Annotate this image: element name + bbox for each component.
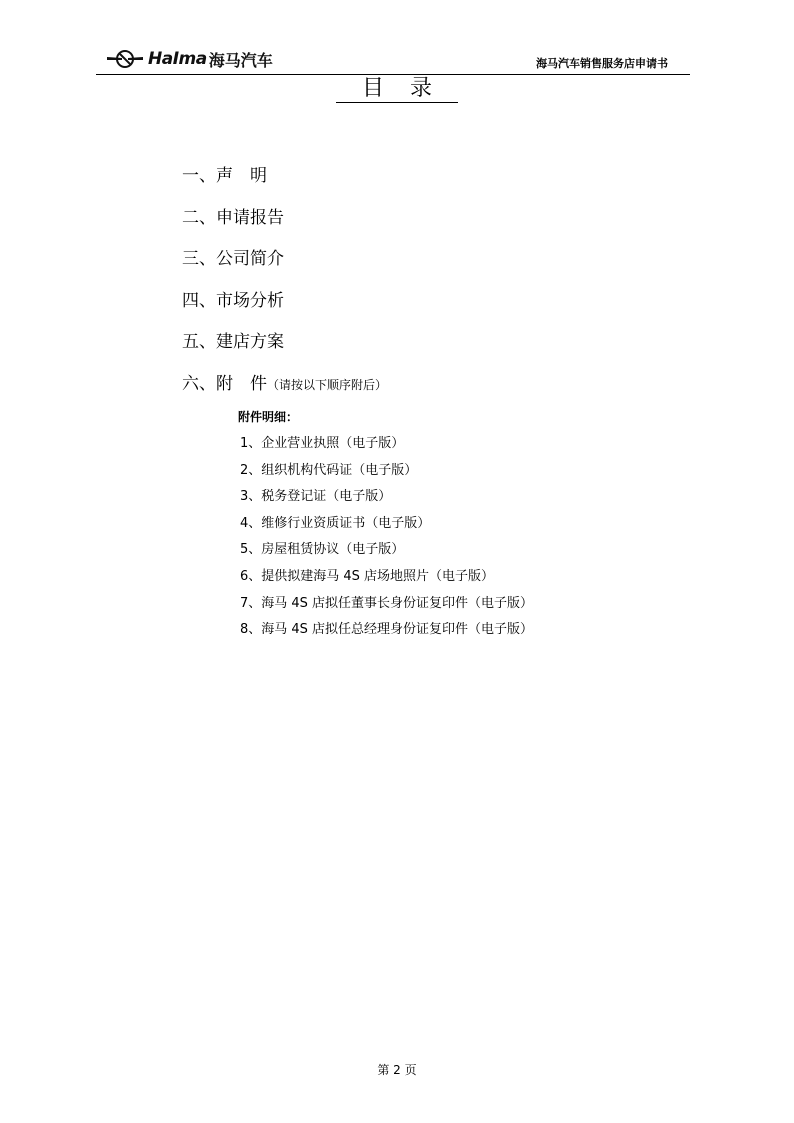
attachment-item: 2、组织机构代码证（电子版）	[240, 462, 418, 478]
toc-title	[0, 76, 794, 103]
attachment-item: 3、税务登记证（电子版）	[240, 489, 392, 505]
logo-chinese-name: 海马汽车	[208, 50, 273, 70]
toc-item-note: （请按以下顺序附后）	[267, 377, 388, 392]
document-header-title: 海马汽车销售服务店申请书	[536, 57, 668, 70]
toc-item	[182, 326, 387, 368]
attachment-list	[240, 434, 533, 647]
toc-title-text: 目录	[336, 76, 458, 103]
toc-item-label: 一、声 明	[182, 166, 267, 186]
toc-item-label: 三、公司简介	[182, 249, 284, 269]
page-footer	[0, 1061, 794, 1078]
attachment-item: 8、海马 4S 店拟任总经理身份证复印件（电子版）	[240, 622, 534, 638]
attachment-item: 6、提供拟建海马 4S 店场地照片（电子版）	[240, 568, 495, 584]
attachment-heading: 附件明细：	[238, 410, 299, 424]
toc-item-label: 五、建店方案	[182, 332, 284, 352]
logo-wordmark: HaIma	[148, 49, 207, 69]
toc-item-label: 六、附 件	[182, 373, 267, 394]
toc-list	[182, 160, 387, 409]
toc-item-label: 二、申请报告	[182, 207, 284, 228]
toc-item	[182, 202, 387, 244]
attachment-item: 1、企业营业执照（电子版）	[240, 436, 405, 451]
attachment-item: 7、海马 4S 店拟任董事长身份证复印件（电子版）	[240, 595, 534, 611]
toc-item	[182, 285, 387, 327]
page-number: 第 2 页	[377, 1063, 417, 1077]
attachment-item: 5、房屋租赁协议（电子版）	[240, 542, 405, 558]
toc-item	[182, 243, 387, 285]
toc-item	[182, 368, 387, 410]
brand-logo	[106, 46, 273, 72]
attachment-item: 4、维修行业资质证书（电子版）	[240, 515, 431, 531]
toc-item	[182, 160, 387, 202]
page-header	[96, 44, 690, 75]
haima-wing-logo-icon	[106, 48, 144, 70]
toc-item-label: 四、市场分析	[182, 290, 284, 311]
